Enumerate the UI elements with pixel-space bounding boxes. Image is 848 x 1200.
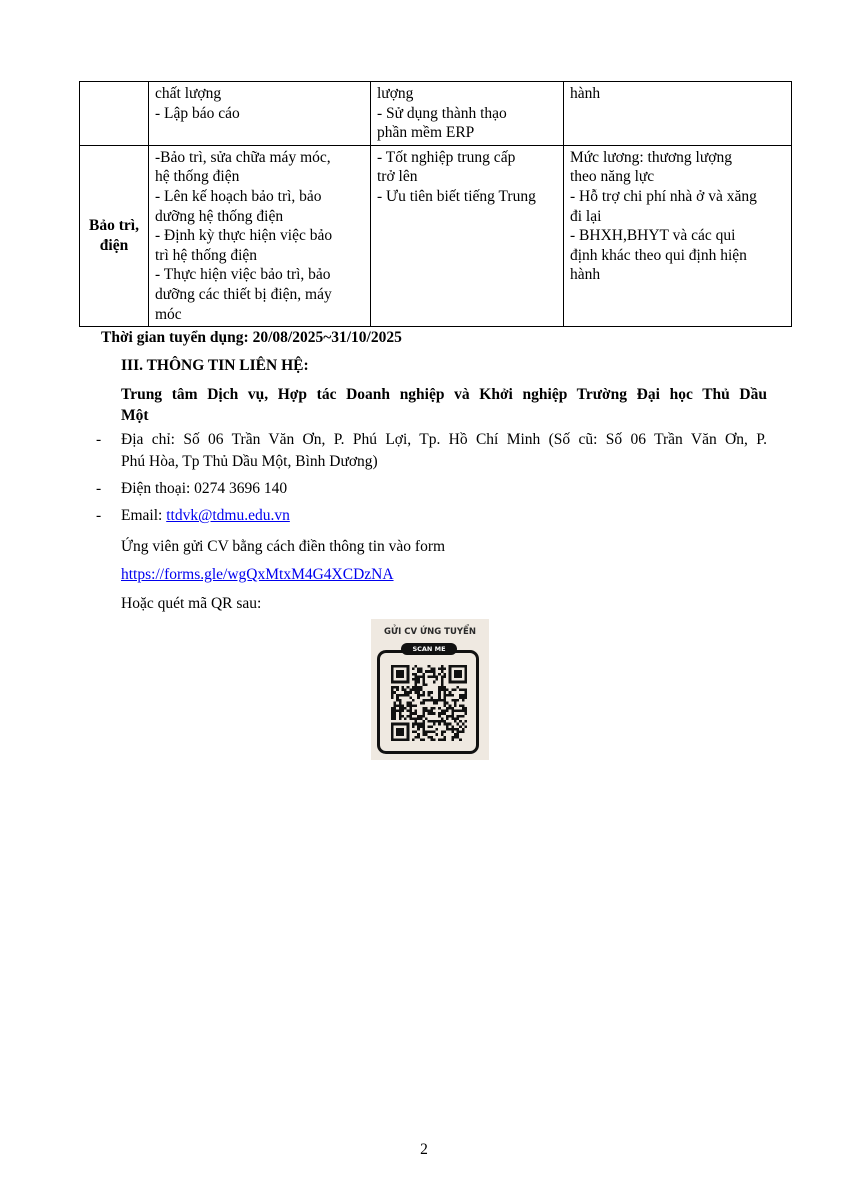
qr-note: Hoặc quét mã QR sau:: [121, 595, 262, 612]
email-label: Email:: [121, 507, 167, 524]
form-link[interactable]: https://forms.gle/wgQxMtxM4G4XCDzNA: [121, 566, 394, 583]
requirements-cell: - Tốt nghiệp trung cấp trở lên - Ưu tiên biết tiếng Trung: [371, 145, 564, 326]
qr-code-icon: [391, 665, 467, 741]
duties-cell: chất lượng - Lập báo cáo: [149, 82, 371, 146]
table-row: [80, 145, 792, 326]
table-row: [80, 82, 792, 146]
cv-note: Ứng viên gửi CV bằng cách điền thông tin vào form: [121, 538, 446, 555]
org-name-line1: Trung tâm Dịch vụ, Hợp tác Doanh nghiệp và Khởi nghiệp Trường Đại học Thủ Dầu: [121, 386, 767, 403]
benefits-cell: Mức lương: thương lượng theo năng lực - Hỗ trợ chi phí nhà ở và xăng đi lại - BHXH,BHYT và các qui định khác theo qui định hiện hành: [564, 145, 792, 326]
job-table: [79, 81, 792, 327]
duties-cell: -Bảo trì, sửa chữa máy móc, hệ thống điện - Lên kế hoạch bảo trì, bảo dưỡng hệ thống điện - Định kỳ thực hiện việc bảo trì hệ thống điện - Thực hiện việc bảo trì, bảo dưỡng các thiết bị điện, máy móc: [149, 145, 371, 326]
recruit-time: Thời gian tuyển dụng: 20/08/2025~31/10/2025: [101, 329, 402, 346]
qr-card[interactable]: [371, 619, 489, 760]
requirements-cell: lượng - Sử dụng thành thạo phần mềm ERP: [371, 82, 564, 146]
bullet-dash: -: [96, 507, 102, 524]
scan-me-pill: SCAN ME: [401, 643, 457, 655]
position-cell: [80, 82, 149, 146]
page-number: 2: [420, 1141, 428, 1158]
bullet-dash: -: [96, 480, 102, 497]
benefits-cell: hành: [564, 82, 792, 146]
phone-text: Điện thoại: 0274 3696 140: [121, 480, 288, 497]
address-line2: Phú Hòa, Tp Thủ Dầu Một, Bình Dương): [121, 453, 378, 470]
bullet-dash: -: [96, 431, 102, 448]
qr-title: GỬI CV ỨNG TUYỂN: [384, 627, 476, 637]
email-link[interactable]: ttdvk@tdmu.edu.vn: [166, 507, 290, 524]
position-cell: Bảo trì, điện: [80, 145, 149, 326]
address-line1: Địa chỉ: Số 06 Trần Văn Ơn, P. Phú Lợi, Tp. Hồ Chí Minh (Số cũ: Số 06 Trần Văn Ơn, P.: [121, 431, 767, 448]
contact-heading: III. THÔNG TIN LIÊN HỆ:: [121, 357, 309, 374]
org-name-line2: Một: [121, 407, 149, 424]
email-row: [121, 505, 290, 527]
